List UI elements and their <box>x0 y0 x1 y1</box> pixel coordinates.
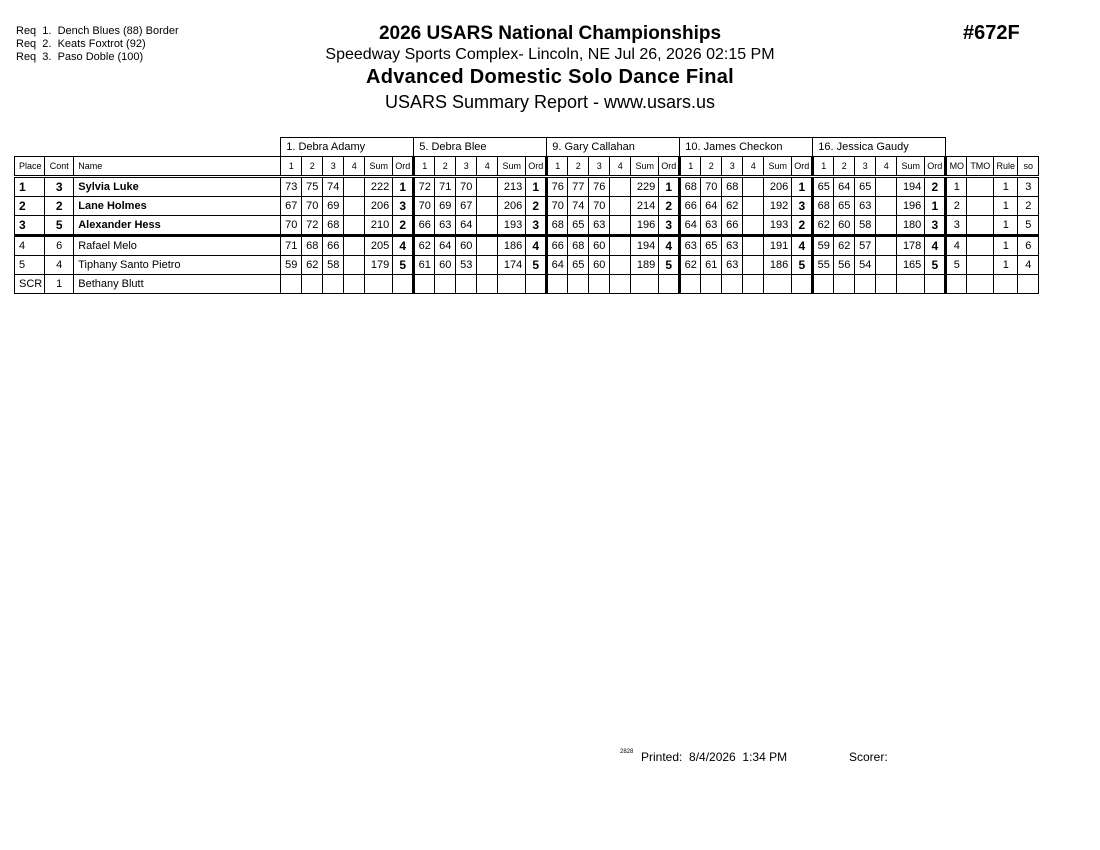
skater-name-cell: Rafael Melo <box>74 236 281 256</box>
score-cell: 66 <box>547 236 568 256</box>
col-header-d4: 4 <box>477 157 498 177</box>
score-cell: 68 <box>680 177 701 197</box>
ordinal-cell <box>659 275 680 294</box>
sum-cell: 196 <box>897 197 925 216</box>
score-cell: 66 <box>414 216 435 236</box>
score-cell <box>344 177 365 197</box>
score-cell <box>876 236 897 256</box>
ordinal-cell: 5 <box>526 256 547 275</box>
sum-cell: 194 <box>897 177 925 197</box>
ordinal-cell: 1 <box>792 177 813 197</box>
score-cell: 60 <box>589 256 610 275</box>
score-cell: 63 <box>680 236 701 256</box>
venue-line: Speedway Sports Complex- Lincoln, NE Jul 26, 2026 02:15 PM <box>325 46 775 63</box>
col-header-d2: 2 <box>701 157 722 177</box>
sum-cell <box>498 275 526 294</box>
judge-name: 16. Jessica Gaudy <box>813 138 946 157</box>
score-cell: 62 <box>722 197 743 216</box>
rule-cell <box>994 275 1018 294</box>
score-cell: 70 <box>701 177 722 197</box>
col-header-sum: Sum <box>498 157 526 177</box>
col-header-sum: Sum <box>764 157 792 177</box>
score-cell: 69 <box>435 197 456 216</box>
score-cell: 62 <box>414 236 435 256</box>
score-cell <box>743 197 764 216</box>
mo-cell: 3 <box>946 216 967 236</box>
score-cell <box>680 275 701 294</box>
ordinal-cell: 1 <box>925 197 946 216</box>
score-cell: 60 <box>589 236 610 256</box>
result-row <box>15 256 1039 275</box>
tmo-cell <box>967 216 994 236</box>
sum-cell: 186 <box>498 236 526 256</box>
score-cell <box>435 275 456 294</box>
sum-cell: 205 <box>365 236 393 256</box>
col-header-ord: Ord <box>659 157 680 177</box>
result-row <box>15 177 1039 197</box>
score-cell: 63 <box>589 216 610 236</box>
ordinal-cell: 2 <box>925 177 946 197</box>
score-cell: 63 <box>722 236 743 256</box>
col-header-d2: 2 <box>568 157 589 177</box>
rule-cell: 1 <box>994 256 1018 275</box>
sum-cell: 189 <box>631 256 659 275</box>
score-cell: 65 <box>568 256 589 275</box>
score-cell: 68 <box>323 216 344 236</box>
col-header-d1: 1 <box>547 157 568 177</box>
score-cell: 72 <box>414 177 435 197</box>
skater-name-cell: Tiphany Santo Pietro <box>74 256 281 275</box>
score-cell: 68 <box>813 197 834 216</box>
ordinal-cell: 4 <box>925 236 946 256</box>
score-cell: 56 <box>834 256 855 275</box>
score-cell: 64 <box>701 197 722 216</box>
score-cell <box>876 216 897 236</box>
ordinal-cell: 1 <box>393 177 414 197</box>
score-cell: 67 <box>456 197 477 216</box>
cont-cell: 1 <box>45 275 74 294</box>
score-cell: 77 <box>568 177 589 197</box>
ordinal-cell: 2 <box>659 197 680 216</box>
sum-cell: 186 <box>764 256 792 275</box>
event-title: Advanced Domestic Solo Dance Final <box>365 66 735 88</box>
col-header-d4: 4 <box>610 157 631 177</box>
score-cell: 53 <box>456 256 477 275</box>
score-cell: 65 <box>834 197 855 216</box>
tmo-cell <box>967 256 994 275</box>
score-cell <box>344 236 365 256</box>
score-cell <box>743 275 764 294</box>
col-header-d4: 4 <box>743 157 764 177</box>
result-row <box>15 236 1039 256</box>
score-cell: 60 <box>456 236 477 256</box>
col-header-d1: 1 <box>414 157 435 177</box>
score-cell <box>876 275 897 294</box>
col-header-ord: Ord <box>925 157 946 177</box>
score-cell: 73 <box>281 177 302 197</box>
ordinal-cell: 2 <box>393 216 414 236</box>
score-cell <box>589 275 610 294</box>
score-cell <box>743 236 764 256</box>
score-cell <box>876 197 897 216</box>
rule-cell: 1 <box>994 197 1018 216</box>
score-cell: 67 <box>281 197 302 216</box>
mo-cell: 1 <box>946 177 967 197</box>
mo-cell: 5 <box>946 256 967 275</box>
score-cell: 68 <box>568 236 589 256</box>
judge-header-row <box>15 138 1039 157</box>
score-cell <box>477 216 498 236</box>
score-cell: 63 <box>435 216 456 236</box>
col-header-rule: Rule <box>994 157 1018 177</box>
ordinal-cell: 2 <box>792 216 813 236</box>
col-header-d2: 2 <box>435 157 456 177</box>
cont-cell: 4 <box>45 256 74 275</box>
col-header-sum: Sum <box>365 157 393 177</box>
event-number: #672F <box>963 22 1020 44</box>
score-cell: 55 <box>813 256 834 275</box>
judge-name: 1. Debra Adamy <box>281 138 414 157</box>
sum-cell: 210 <box>365 216 393 236</box>
score-cell <box>344 216 365 236</box>
score-cell <box>477 256 498 275</box>
sum-cell: 165 <box>897 256 925 275</box>
sum-cell: 192 <box>764 197 792 216</box>
place-cell: 1 <box>15 177 45 197</box>
score-cell <box>743 177 764 197</box>
score-cell: 61 <box>701 256 722 275</box>
rule-cell: 1 <box>994 216 1018 236</box>
sum-cell: 196 <box>631 216 659 236</box>
col-header-d3: 3 <box>855 157 876 177</box>
ordinal-cell <box>792 275 813 294</box>
sum-cell: 206 <box>365 197 393 216</box>
so-cell: 3 <box>1018 177 1039 197</box>
col-header-sum: Sum <box>897 157 925 177</box>
sum-cell: 193 <box>498 216 526 236</box>
score-cell <box>344 256 365 275</box>
rule-cell: 1 <box>994 177 1018 197</box>
col-header-tmo: TMO <box>967 157 994 177</box>
score-cell: 70 <box>414 197 435 216</box>
col-header-d3: 3 <box>323 157 344 177</box>
score-cell: 66 <box>323 236 344 256</box>
score-cell <box>477 177 498 197</box>
score-cell <box>477 236 498 256</box>
score-cell <box>323 275 344 294</box>
ordinal-cell: 5 <box>659 256 680 275</box>
sum-cell: 179 <box>365 256 393 275</box>
score-cell: 74 <box>323 177 344 197</box>
score-cell: 66 <box>680 197 701 216</box>
cont-cell: 6 <box>45 236 74 256</box>
judge-row-spacer <box>946 138 1039 157</box>
score-cell: 71 <box>435 177 456 197</box>
result-row <box>15 216 1039 236</box>
report-header <box>250 22 850 114</box>
score-cell <box>701 275 722 294</box>
sum-cell: 191 <box>764 236 792 256</box>
col-header-mo: MO <box>946 157 967 177</box>
sum-cell: 213 <box>498 177 526 197</box>
score-cell: 64 <box>834 177 855 197</box>
score-cell: 72 <box>302 216 323 236</box>
score-cell: 59 <box>281 256 302 275</box>
score-cell: 64 <box>435 236 456 256</box>
score-cell <box>414 275 435 294</box>
score-cell: 62 <box>302 256 323 275</box>
score-cell: 65 <box>701 236 722 256</box>
so-cell: 4 <box>1018 256 1039 275</box>
score-cell <box>722 275 743 294</box>
score-cell <box>813 275 834 294</box>
col-header-place: Place <box>15 157 45 177</box>
sum-cell <box>897 275 925 294</box>
sum-cell: 174 <box>498 256 526 275</box>
sum-cell: 193 <box>764 216 792 236</box>
score-cell <box>344 197 365 216</box>
score-cell <box>477 197 498 216</box>
score-cell: 59 <box>813 236 834 256</box>
col-header-d1: 1 <box>813 157 834 177</box>
cont-cell: 5 <box>45 216 74 236</box>
ordinal-cell: 3 <box>393 197 414 216</box>
score-cell: 58 <box>855 216 876 236</box>
score-cell <box>876 256 897 275</box>
score-cell: 58 <box>323 256 344 275</box>
score-cell: 64 <box>456 216 477 236</box>
place-cell: SCR <box>15 275 45 294</box>
score-cell: 68 <box>302 236 323 256</box>
result-row <box>15 197 1039 216</box>
cont-cell: 3 <box>45 177 74 197</box>
score-cell: 62 <box>834 236 855 256</box>
sum-cell <box>631 275 659 294</box>
so-cell: 2 <box>1018 197 1039 216</box>
ordinal-cell: 3 <box>526 216 547 236</box>
col-header-d1: 1 <box>680 157 701 177</box>
sum-cell: 214 <box>631 197 659 216</box>
ordinal-cell: 3 <box>925 216 946 236</box>
judge-name: 5. Debra Blee <box>414 138 547 157</box>
col-header-so: so <box>1018 157 1039 177</box>
championship-title: 2026 USARS National Championships <box>378 23 722 44</box>
score-cell <box>456 275 477 294</box>
column-header-row <box>15 157 1039 177</box>
col-header-d3: 3 <box>589 157 610 177</box>
sum-cell: 206 <box>498 197 526 216</box>
sum-cell <box>764 275 792 294</box>
mo-cell <box>946 275 967 294</box>
score-cell: 76 <box>589 177 610 197</box>
score-cell: 74 <box>568 197 589 216</box>
tmo-cell <box>967 275 994 294</box>
score-cell: 68 <box>722 177 743 197</box>
tmo-cell <box>967 177 994 197</box>
score-cell: 76 <box>547 177 568 197</box>
sum-cell: 222 <box>365 177 393 197</box>
score-cell: 65 <box>813 177 834 197</box>
judge-name: 10. James Checkon <box>680 138 813 157</box>
skater-name-cell: Bethany Blutt <box>74 275 281 294</box>
mo-cell: 4 <box>946 236 967 256</box>
sum-cell: 194 <box>631 236 659 256</box>
score-cell <box>610 256 631 275</box>
score-cell: 70 <box>589 197 610 216</box>
mo-cell: 2 <box>946 197 967 216</box>
score-cell <box>743 256 764 275</box>
score-cell: 61 <box>414 256 435 275</box>
col-header-sum: Sum <box>631 157 659 177</box>
ordinal-cell: 1 <box>659 177 680 197</box>
col-header-d2: 2 <box>302 157 323 177</box>
result-row <box>15 275 1039 294</box>
score-cell <box>855 275 876 294</box>
ordinal-cell: 1 <box>526 177 547 197</box>
score-cell <box>547 275 568 294</box>
so-cell: 5 <box>1018 216 1039 236</box>
place-cell: 5 <box>15 256 45 275</box>
cont-cell: 2 <box>45 197 74 216</box>
score-cell: 62 <box>680 256 701 275</box>
score-cell <box>610 216 631 236</box>
requirement-3: Req 3. Paso Doble (100) <box>16 51 144 63</box>
score-cell <box>610 236 631 256</box>
score-cell: 70 <box>281 216 302 236</box>
score-cell: 60 <box>834 216 855 236</box>
col-header-ord: Ord <box>393 157 414 177</box>
sum-cell: 180 <box>897 216 925 236</box>
score-cell <box>834 275 855 294</box>
score-cell: 68 <box>547 216 568 236</box>
summary-table <box>14 137 1039 294</box>
score-cell: 60 <box>435 256 456 275</box>
score-cell: 54 <box>855 256 876 275</box>
score-cell <box>743 216 764 236</box>
so-cell: 6 <box>1018 236 1039 256</box>
score-cell <box>344 275 365 294</box>
score-cell <box>477 275 498 294</box>
skater-name-cell: Lane Holmes <box>74 197 281 216</box>
scorer-label: Scorer: <box>849 750 888 764</box>
col-header-d3: 3 <box>722 157 743 177</box>
ordinal-cell <box>526 275 547 294</box>
place-cell: 3 <box>15 216 45 236</box>
score-cell: 64 <box>680 216 701 236</box>
col-header-d1: 1 <box>281 157 302 177</box>
ordinal-cell: 5 <box>925 256 946 275</box>
score-cell: 69 <box>323 197 344 216</box>
judge-name: 9. Gary Callahan <box>547 138 680 157</box>
ordinal-cell: 4 <box>792 236 813 256</box>
col-header-d3: 3 <box>456 157 477 177</box>
place-cell: 2 <box>15 197 45 216</box>
skater-name-cell: Alexander Hess <box>74 216 281 236</box>
sum-cell: 229 <box>631 177 659 197</box>
score-cell: 70 <box>547 197 568 216</box>
footer-mark: 2828 <box>620 749 634 755</box>
col-header-name: Name <box>74 157 281 177</box>
ordinal-cell: 4 <box>659 236 680 256</box>
score-cell <box>610 275 631 294</box>
score-cell: 62 <box>813 216 834 236</box>
score-cell: 65 <box>568 216 589 236</box>
col-header-d4: 4 <box>344 157 365 177</box>
sum-cell: 178 <box>897 236 925 256</box>
so-cell <box>1018 275 1039 294</box>
ordinal-cell <box>393 275 414 294</box>
score-cell: 66 <box>722 216 743 236</box>
skater-name-cell: Sylvia Luke <box>74 177 281 197</box>
col-header-cont: Cont <box>45 157 74 177</box>
requirements-list <box>16 25 179 64</box>
score-cell: 63 <box>701 216 722 236</box>
score-cell: 71 <box>281 236 302 256</box>
ordinal-cell: 3 <box>659 216 680 236</box>
printed-timestamp: Printed: 8/4/2026 1:34 PM <box>641 750 788 764</box>
ordinal-cell: 3 <box>792 197 813 216</box>
score-cell: 63 <box>722 256 743 275</box>
col-header-ord: Ord <box>526 157 547 177</box>
score-cell: 57 <box>855 236 876 256</box>
tmo-cell <box>967 197 994 216</box>
score-cell <box>302 275 323 294</box>
sum-cell: 206 <box>764 177 792 197</box>
rule-cell: 1 <box>994 236 1018 256</box>
ordinal-cell: 5 <box>393 256 414 275</box>
score-cell <box>610 197 631 216</box>
score-cell: 70 <box>302 197 323 216</box>
score-cell <box>876 177 897 197</box>
requirement-2: Req 2. Keats Foxtrot (92) <box>16 38 146 50</box>
score-cell: 63 <box>855 197 876 216</box>
score-cell <box>281 275 302 294</box>
ordinal-cell <box>925 275 946 294</box>
judge-row-spacer <box>15 138 281 157</box>
place-cell: 4 <box>15 236 45 256</box>
score-cell <box>568 275 589 294</box>
ordinal-cell: 2 <box>526 197 547 216</box>
col-header-ord: Ord <box>792 157 813 177</box>
col-header-d4: 4 <box>876 157 897 177</box>
score-cell: 64 <box>547 256 568 275</box>
score-cell: 75 <box>302 177 323 197</box>
ordinal-cell: 4 <box>526 236 547 256</box>
sum-cell <box>365 275 393 294</box>
ordinal-cell: 4 <box>393 236 414 256</box>
report-subtitle: USARS Summary Report - www.usars.us <box>384 92 716 112</box>
score-cell: 65 <box>855 177 876 197</box>
tmo-cell <box>967 236 994 256</box>
ordinal-cell: 5 <box>792 256 813 275</box>
score-cell <box>610 177 631 197</box>
col-header-d2: 2 <box>834 157 855 177</box>
score-cell: 70 <box>456 177 477 197</box>
requirement-1: Req 1. Dench Blues (88) Border <box>16 25 179 37</box>
